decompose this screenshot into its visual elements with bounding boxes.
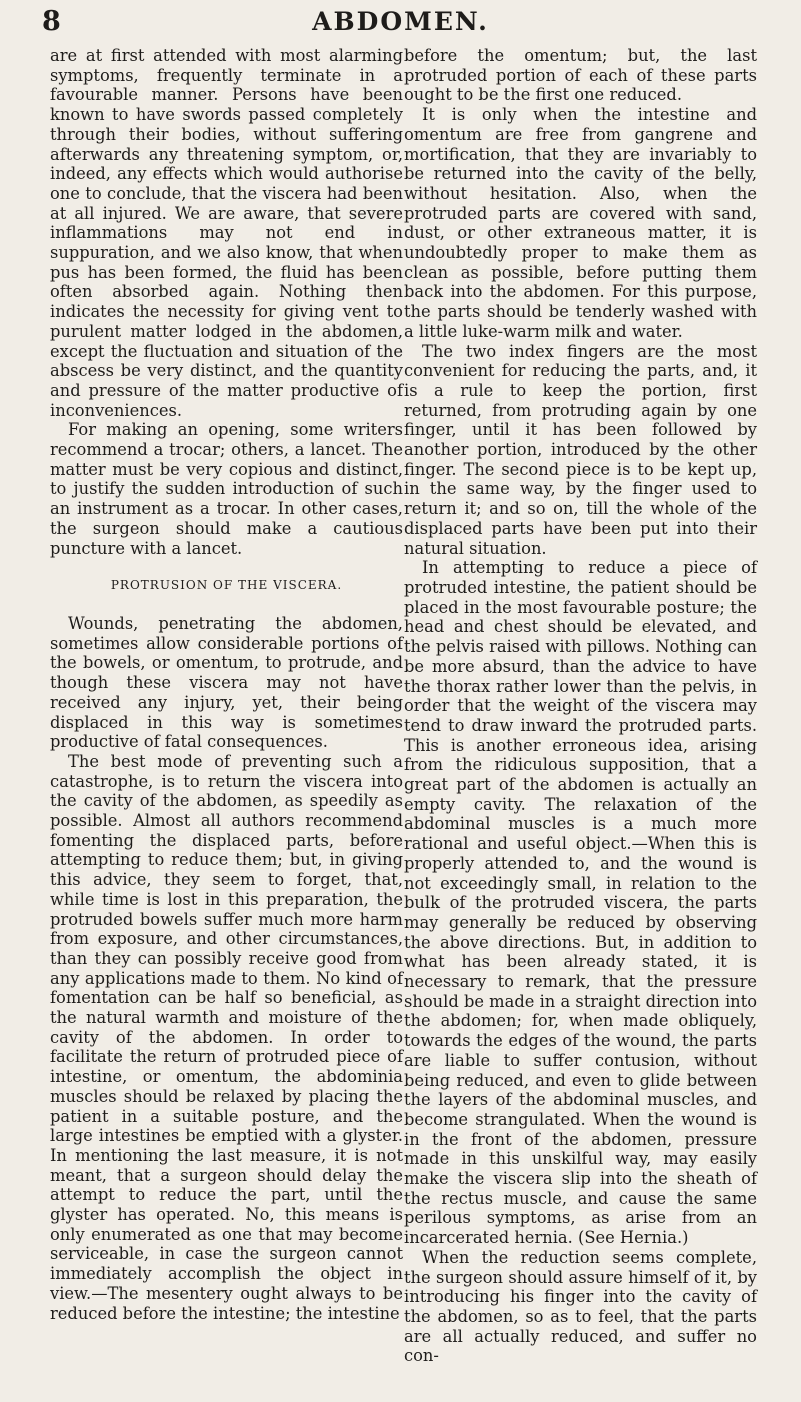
paragraph: The two index fingers are the most convenient for reducing the parts, and, it is a rule to keep the portion, first returned, from protruding again by one finger, until it has been followed by another portion, introduced by the other finger. The second piece is to be kept up, in the same way, by the finger used to return it; and so on, till the whole of the displaced parts have been put into their natural situation.: [404, 341, 757, 558]
left-column: [50, 46, 403, 1323]
paragraph: It is only when the intestine and omentum are free from gangrene and mortification, that they are invariably to be returned into the cavity of the belly, without hesitation. Also, when the protruded parts are covered with sand, dust, or other extraneous matter, it is undoubtedly proper to make them as clean as possible, before putting them back into the abdomen. For this purpose, the parts should be tenderly washed with a little luke-warm milk and water.: [404, 105, 757, 341]
paragraph: In attempting to reduce a piece of protruded intestine, the patient should be placed in the most favourable posture; the head and chest should be elevated, and the pelvis raised with pillows. Nothing can be more absurd, than the advice to have the thorax rather lower than the pelvis, in order that the weight of the viscera may tend to draw inward the protruded parts. This is another erroneous idea, arising from the ridiculous supposition, that a great part of the abdomen is actually an empty cavity. The relaxation of the abdominal muscles is a much more rational and useful object.—When this is properly attended to, and the wound is not exceedingly small, in relation to the bulk of the protruded viscera, the parts may generally be reduced by observing the above directions. But, in addition to what has been already stated, it is necessary to remark, that the pressure should be made in a straight direction into the abdomen; for, when made obliquely, towards the edges of the wound, the parts are liable to suffer contusion, without being reduced, and even to glide between the layers of the abdominal muscles, and become strangulated. When the wound is in the front of the abdomen, pressure made in this unskilful way, may easily make the viscera slip into the sheath of the rectus muscle, and cause the same perilous symptoms, as arise from an incarcerated hernia. (See Hernia.): [404, 558, 757, 1248]
paragraph: are at first attended with most alarming symptoms, frequently terminate in a favourable manner. Persons have been known to have swords passed completely through their bodies, without suffering afterwards any threatening symptom, or, indeed, any effects which would authorise one to conclude, that the viscera had been at all injured. We are aware, that severe inflammations may not end in suppuration, and we also know, that when pus has been formed, the fluid has been often absorbed again. Nothing then indicates the necessity for giving vent to purulent matter lodged in the abdomen, except the fluctuation and situation of the abscess be very distinct, and the quantity and pressure of the matter productive of inconveniences.: [50, 46, 403, 420]
page-number: 8: [42, 6, 61, 37]
paragraph: The best mode of preventing such a catastrophe, is to return the viscera into the cavity of the abdomen, as speedily as possible. Almost all authors recommend fomenting the displaced parts, before attempting to reduce them; but, in giving this advice, they seem to forget, that, while time is lost in this preparation, the protruded bowels suffer much more harm from exposure, and other circumstances, than they can possibly receive good from any applications made to them. No kind of fomentation can be half so beneficial, as the natural warmth and moisture of the cavity of the abdomen. In order to facilitate the return of protruded piece of intestine, or omentum, the abdominia muscles should be relaxed by placing the patient in a suitable posture, and the large intestines be emptied with a glyster. In mentioning the last measure, it is not meant, that a surgeon should delay the attempt to reduce the part, until the glyster has operated. No, this means is only enumerated as one that may become serviceable, in case the surgeon cannot immediately accomplish the object in view.—The mesentery ought always to be reduced before the intestine; the intestine: [50, 751, 403, 1323]
section-heading: PROTRUSION OF THE VISCERA.: [110, 578, 343, 593]
paragraph: When the reduction seems complete, the surgeon should assure himself of it, by introducing his finger into the cavity of the abdomen, so as to feel, that the parts are all actually reduced, and suffer no con-: [404, 1247, 757, 1366]
paragraph: before the omentum; but, the last protruded portion of each of these parts ought to be the first one reduced.: [404, 46, 757, 105]
paragraph: Wounds, penetrating the abdomen, sometimes allow considerable portions of the bowels, or omentum, to protrude, and though these viscera may not have received any injury, yet, their being displaced in this way is sometimes productive of fatal consequences.: [50, 613, 403, 752]
right-column: [404, 46, 757, 1366]
page-header: [0, 4, 801, 40]
running-title: ABDOMEN.: [312, 7, 489, 36]
paragraph: For making an opening, some writers recommend a trocar; others, a lancet. The matter must be very copious and distinct, to justify the sudden introduction of such an instrument as a trocar. In other cases, the surgeon should make a cautious puncture with a lancet.: [50, 420, 403, 558]
